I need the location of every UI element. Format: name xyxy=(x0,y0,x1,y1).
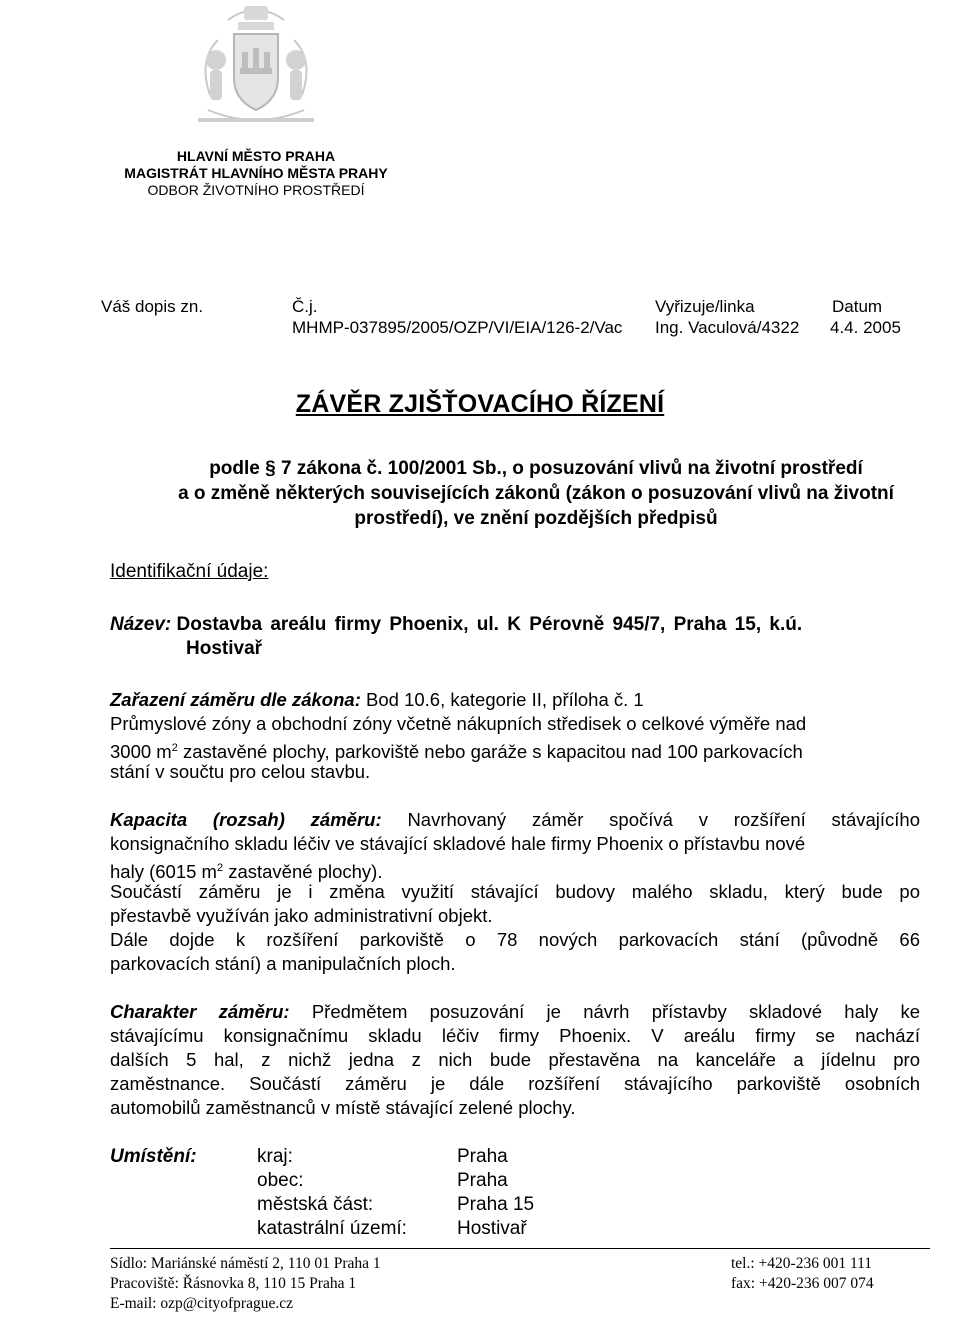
vyrizuje-value: Ing. Vaculová/4322 xyxy=(655,318,800,337)
zarazeni-line-1 xyxy=(110,688,644,712)
org-magistrate-name: MAGISTRÁT HLAVNÍHO MĚSTA PRAHY xyxy=(124,165,388,181)
footer-sidlo: Sídlo: Mariánské náměstí 2, 110 01 Praha 1 xyxy=(110,1255,381,1272)
vas-dopis-label: Váš dopis zn. xyxy=(101,297,204,316)
kapacita-line-4: Součástí záměru je i změna využití stávající budovy malého skladu, který bude po xyxy=(110,881,920,902)
datum-label: Datum xyxy=(832,297,883,316)
footer-pracoviste: Pracoviště: Řásnovka 8, 110 15 Praha 1 xyxy=(110,1275,357,1292)
kapacita-line-2: konsignačního skladu léčiv ve stávající skladové hale firmy Phoenix o přístavbu nové xyxy=(110,833,806,854)
nazev-value-1: Dostavba areálu firmy Phoenix, ul. K Pérovně 945/7, Praha 15, k.ú. xyxy=(176,614,803,635)
subtitle-line-3: prostředí), ve znění pozdějších předpisů xyxy=(354,508,718,529)
zarazeni-line-2: Průmyslové zóny a obchodní zóny včetně nákupních středisek o celkové výměře nad xyxy=(110,713,807,734)
nazev-label: Název: xyxy=(110,614,172,635)
subtitle-line-1: podle § 7 zákona č. 100/2001 Sb., o posuzování vlivů na životní prostředí xyxy=(209,458,863,479)
zarazeni-area-text: zastavěné plochy, parkoviště nebo garáže s kapacitou nad 100 parkovacích xyxy=(182,741,803,763)
umisteni-katastralni-uzemi-value: Hostivař xyxy=(457,1218,527,1239)
umisteni-mestska-cast-key: městská část: xyxy=(257,1194,374,1215)
kapacita-hala-value: haly (6015 m xyxy=(110,861,217,883)
footer-fax: fax: +420-236 007 074 xyxy=(731,1275,874,1292)
kapacita-label: Kapacita (rozsah) záměru: xyxy=(110,809,382,830)
zarazeni-label: Zařazení záměru dle zákona: xyxy=(110,689,361,710)
umisteni-obec-key: obec: xyxy=(257,1170,304,1191)
zarazeni-area-sup: 2 xyxy=(171,742,178,754)
umisteni-katastralni-uzemi-key: katastrální území: xyxy=(257,1218,407,1239)
footer-divider xyxy=(110,1248,930,1249)
cj-value: MHMP-037895/2005/OZP/VI/EIA/126-2/Vac xyxy=(292,318,623,337)
charakter-line-5: automobilů zaměstnanců v místě stávající zelené plochy. xyxy=(110,1097,576,1118)
subtitle-line-2: a o změně některých souvisejících zákonů (zákon o posuzování vlivů na životní xyxy=(178,483,894,504)
org-city-name: HLAVNÍ MĚSTO PRAHA xyxy=(176,148,336,164)
umisteni-mestska-cast-value: Praha 15 xyxy=(457,1194,535,1215)
datum-value: 4.4. 2005 xyxy=(830,318,901,337)
document-title: ZÁVĚR ZJIŠŤOVACÍHO ŘÍZENÍ xyxy=(295,390,665,418)
org-department-name: ODBOR ŽIVOTNÍHO PROSTŘEDÍ xyxy=(147,182,365,198)
umisteni-kraj-value: Praha xyxy=(457,1146,508,1167)
kapacita-line-5: přestavbě využíván jako administrativní objekt. xyxy=(110,905,493,926)
kapacita-hala-text: zastavěné plochy). xyxy=(228,861,383,883)
kapacita-line-7: parkovacích stání) a manipulačních ploch. xyxy=(110,953,456,974)
prague-coat-of-arms-emblem xyxy=(188,0,324,140)
kapacita-line-1 xyxy=(110,808,920,832)
umisteni-kraj-key: kraj: xyxy=(257,1146,293,1167)
umisteni-label: Umístění: xyxy=(110,1146,197,1167)
charakter-label: Charakter záměru: xyxy=(110,1001,290,1022)
zarazeni-line-4: stání v součtu pro celou stavbu. xyxy=(110,761,371,782)
umisteni-obec-value: Praha xyxy=(457,1170,508,1191)
identification-heading: Identifikační údaje: xyxy=(110,561,269,582)
kapacita-hala-sup: 2 xyxy=(216,862,224,874)
kapacita-line-6: Dále dojde k rozšíření parkoviště o 78 nových parkovacích stání (původně 66 xyxy=(110,929,920,950)
nazev-line-1 xyxy=(110,614,802,636)
charakter-line-1 xyxy=(110,1000,920,1024)
vyrizuje-label: Vyřizuje/linka xyxy=(655,297,755,316)
zarazeni-value: Bod 10.6, kategorie II, příloha č. 1 xyxy=(366,689,644,710)
charakter-line-3: dalších 5 hal, z nichž jedna z nich bude přestavěna na kanceláře a jídelnu pro xyxy=(110,1049,920,1070)
zarazeni-area-value: 3000 m xyxy=(110,741,172,763)
cj-label: Č.j. xyxy=(292,297,318,316)
charakter-line-4: zaměstnance. Součástí záměru je dále rozšíření stávajícího parkoviště osobních xyxy=(110,1073,920,1094)
footer-email[interactable]: E-mail: ozp@cityofprague.cz xyxy=(110,1295,293,1312)
charakter-line-2: stávajícímu konsignačnímu skladu léčiv firmy Phoenix. V areálu firmy se nachází xyxy=(110,1025,920,1046)
charakter-text-1: Předmětem posuzování je návrh přístavby skladové haly ke xyxy=(311,1001,920,1022)
kapacita-text-1: Navrhovaný záměr spočívá v rozšíření stávajícího xyxy=(407,809,920,830)
nazev-value-2: Hostivař xyxy=(186,638,263,659)
footer-tel: tel.: +420-236 001 111 xyxy=(731,1255,873,1272)
